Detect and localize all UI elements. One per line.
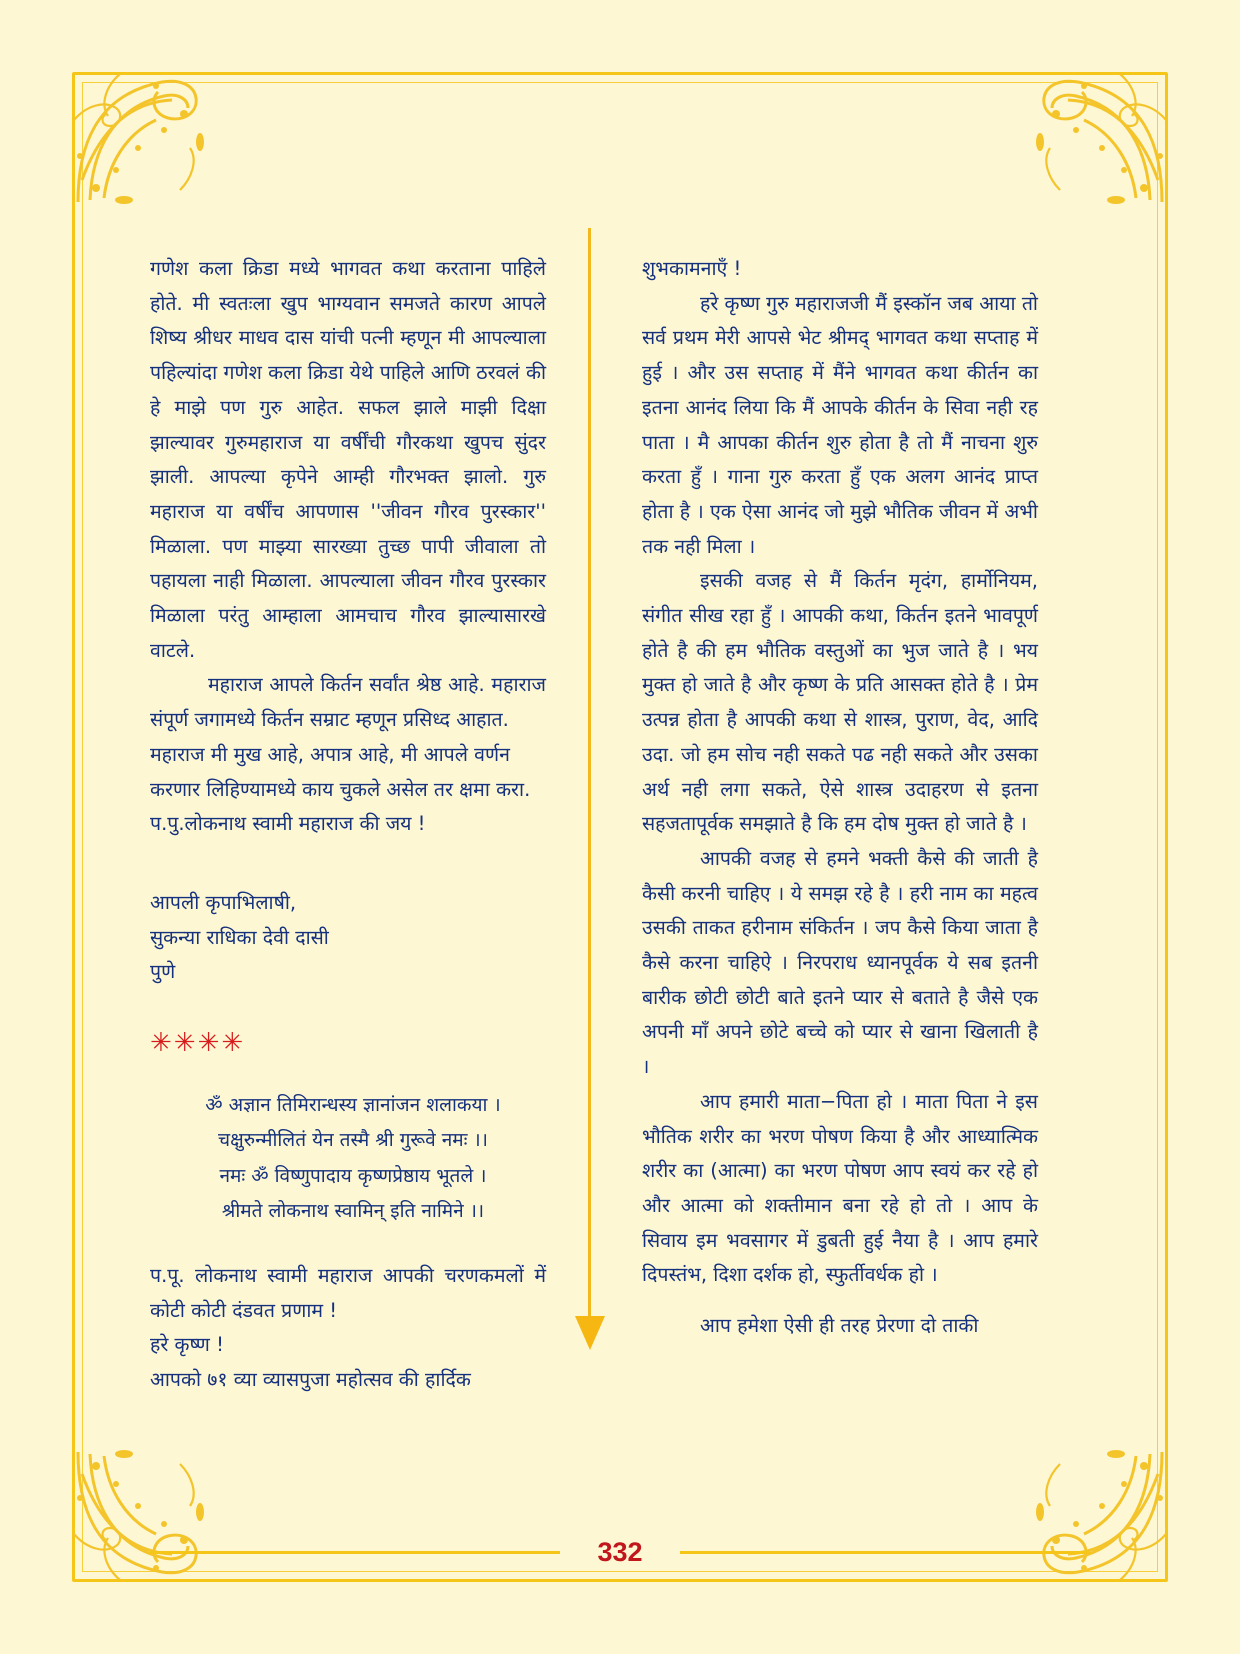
- right-paragraph-3: इसकी वजह से मैं कि‍र्तन मृदंग, हार्मोनियम, संगीत सीख रहा हुँ । आपकी कथा, कि‍र्तन इतने भावपूर्ण होते है की हम भौतिक वस्तुओं का भुज जाते है । भय मुक्त हो जाते है और कृष्ण के प्रति आसक्त होते है । प्रेम उत्पन्न होता है आपकी कथा से शास्त्र, पुराण, वेद, आदि उदा. जो हम सोच नही सकते पढ नही सकते और उसका अर्थ नही लगा सकते, ऐसे शास्त्र उदाहरण से इतना सहजतापूर्वक समझाते है कि हम दोष मुक्त हो जाते है ।: [642, 569, 1038, 836]
- left-paragraph-1: गणेश कला क्रिडा मध्ये भागवत कथा करताना पाहिले होते. मी स्वतःला खुप भाग्यवान समजते कारण आपले शिष्य श्रीधर माधव दास यांची पत्नी म्हणून मी आपल्याला पहिल्यांदा गणेश कला क्रिडा येथे पाहिले आणि ठरवलं की हे माझे पण गुरु आहेत. सफल झाले माझी दिक्षा झाल्यावर गुरुमहाराज या वर्षींची गौरकथा खुपच सुंदर झाली. आपल्या कृपेने आम्ही गौरभक्त झालो. गुरु महाराज या वर्षींच आपणास ''जीवन गौरव पुरस्कार'' मिळाला. पण माझ्या सारख्या तुच्छ पापी जीवाला तो पहायला नाही मिळाला. आपल्याला जीवन गौरव पुरस्कार मिळाला परंतु आम्हाला आमचाच गौरव झाल्यासारखे वाटले.: [150, 257, 546, 662]
- ornament-corner-top-left: [60, 60, 210, 210]
- page-content: [150, 252, 1090, 1422]
- sloka-line-2: चक्षुरुन्मीलितं येन तस्मै श्री गुरूवे नमः ।।: [218, 1129, 488, 1152]
- ornament-corner-bottom-right: [1030, 1444, 1180, 1594]
- star-divider: ✳✳✳✳: [150, 1028, 246, 1059]
- left-paragraph-4: प.पु.लोकनाथ स्वामी महाराज की जय !: [150, 812, 426, 836]
- left-column: [150, 252, 546, 1422]
- right-paragraph-2: हरे कृष्ण गुरु महाराजजी मैं इस्कॉन जब आया तो सर्व प्रथम मेरी आपसे भेट श्रीमद् भागवत कथा सप्ताह में हुई । और उस सप्ताह में मैंने भागवत कथा कीर्तन का इतना आनंद लिया कि मैं आपके कीर्तन के सिवा नही रह पाता । मै आपका कीर्तन शुरु होता है तो मैं नाचना शुरु करता हुँ । गाना गुरु करता हुँ एक अलग आनंद प्राप्त होता है । एक ऐसा आनंद जो मुझे भौतिक जीवन में अभी तक नही मिला ।: [642, 291, 1038, 558]
- signature-line-1: आपली कृपाभिलाषी,: [150, 890, 297, 914]
- page-number: 332: [597, 1537, 643, 1567]
- sloka-line-1: ॐ अज्ञान तिमिरान्धस्य ज्ञानांजन शलाकया ।: [205, 1094, 501, 1117]
- sloka-line-3: नमः ॐ विष्णुपादाय कृष्णप्रेष्ठाय भूतले ।: [219, 1164, 487, 1187]
- right-paragraph-5: आप हमारी माता−पिता हो । माता पिता ने इस भौतिक शरीर का भरण पोषण किया है और आध्यात्मिक शरीर का (आत्मा) का भरण पोषण आप स्वयं कर रहे हो और आत्मा को शक्तीमान बना रहे हो तो । आप के सिवाय इम भवसागर में डुबती हुई नैया है । आप हमारे दिपस्तंभ, दिशा दर्शक हो, स्फुर्तीवर्धक हो ।: [642, 1089, 1038, 1287]
- right-paragraph-6: आप हमेशा ऐसी ही तरह प्रेरणा दो ताकी: [700, 1314, 979, 1338]
- right-column: [642, 252, 1038, 1422]
- left-paragraph-2: महाराज आपले कि‍र्तन सर्वांत श्रेष्ठ आहे. महाराज संपूर्ण जगामध्ये कि‍र्तन सम्राट म्हणून प्रसिध्द आहात.: [150, 673, 546, 732]
- sloka-block: [160, 1088, 546, 1229]
- closing-paragraph-2: हरे कृष्ण !: [150, 1333, 224, 1357]
- ornament-corner-bottom-left: [60, 1444, 210, 1594]
- ornament-corner-top-right: [1030, 60, 1180, 210]
- signature-line-3: पुणे: [150, 960, 176, 984]
- closing-paragraph-1: प.पू. लोकनाथ स्वामी महाराज आपकी चरणकमलों में कोटी कोटी दंडवत प्रणाम !: [150, 1263, 546, 1322]
- sloka-line-4: श्रीमते लोकनाथ स्वामिन् इति नामिने ।।: [221, 1199, 485, 1222]
- left-paragraph-3: महाराज मी मुख आहे, अपात्र आहे, मी आपले वर्णन करणार लिहिण्यामध्ये काय चुकले असेल तर क्षमा करा.: [150, 742, 531, 801]
- signature-line-2: सुकन्या राधिका देवी दासी: [150, 925, 329, 949]
- closing-paragraph-3: आपको ७१ व्या व्यासपुजा महोत्सव की हार्दिक: [150, 1368, 471, 1391]
- right-paragraph-4: आपकी वजह से हमने भक्ती कैसे की जाती है कैसी करनी चाहिए । ये समझ रहे है । हरी नाम का महत्व उसकी ताकत हरीनाम संकिर्तन । जप कैसे किया जाता है कैसे करना चाहिऐ । निरपराध ध्यानपूर्वक ये सब इतनी बारीक छोटी छोटी बाते इतने प्यार से बताते है जैसे एक अपनी माँ अपने छोटे बच्चे को प्यार से खाना खिलाती है ।: [642, 846, 1038, 1079]
- right-paragraph-1: शुभकामनाएँ !: [642, 257, 742, 280]
